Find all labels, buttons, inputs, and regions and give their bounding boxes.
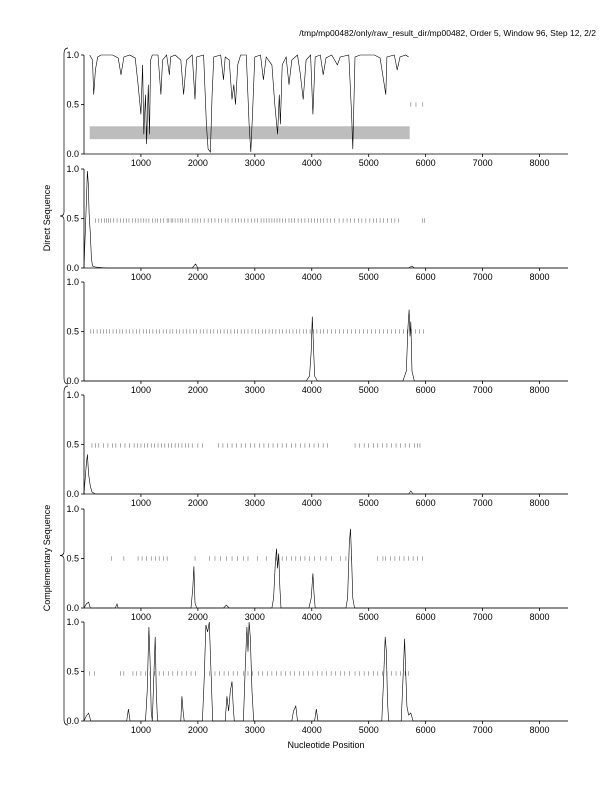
x-tick-label: 2000 — [187, 725, 208, 735]
x-tick-label: 7000 — [472, 272, 493, 282]
series-line — [84, 310, 568, 381]
x-tick-label: 2000 — [187, 498, 208, 508]
tick-marks — [111, 556, 422, 560]
panels — [66, 50, 568, 735]
x-tick-label: 3000 — [244, 385, 265, 395]
x-tick-label: 3000 — [244, 725, 265, 735]
x-tick-label: 2000 — [187, 272, 208, 282]
x-tick-label: 5000 — [358, 498, 379, 508]
x-tick-label: 1000 — [130, 385, 151, 395]
figure-header: /tmp/mp00482/only/raw_result_dir/mp00482, Order 5, Window 96, Step 12, 2/2 — [299, 28, 596, 38]
x-tick-label: 4000 — [301, 498, 322, 508]
x-tick-label: 4000 — [301, 725, 322, 735]
x-tick-label: 6000 — [415, 158, 436, 168]
y-tick-label: 0.0 — [66, 263, 79, 273]
panel-6 — [66, 617, 568, 735]
y-tick-label: 0.0 — [66, 716, 79, 726]
x-tick-label: 4000 — [301, 272, 322, 282]
x-tick-label: 1000 — [130, 158, 151, 168]
x-tick-label: 6000 — [415, 725, 436, 735]
x-tick-label: 7000 — [472, 612, 493, 622]
x-tick-label: 4000 — [301, 612, 322, 622]
y-tick-label: 1.0 — [66, 390, 79, 400]
tick-marks — [91, 329, 424, 333]
y-tick-label: 0.5 — [66, 666, 79, 677]
x-tick-label: 3000 — [244, 158, 265, 168]
x-tick-label: 4000 — [301, 158, 322, 168]
x-tick-label: 8000 — [529, 385, 550, 395]
panel-4 — [66, 390, 568, 508]
x-axis-label: Nucleotide Position — [287, 740, 365, 750]
direct-sequence-label: Direct Sequence — [42, 184, 52, 252]
tick-marks — [90, 671, 409, 675]
x-tick-label: 8000 — [529, 158, 550, 168]
y-tick-label: 1.0 — [66, 50, 79, 60]
series-line — [84, 529, 568, 608]
panel-1 — [66, 50, 568, 168]
x-tick-label: 1000 — [130, 498, 151, 508]
tick-marks — [92, 443, 420, 447]
x-tick-label: 4000 — [301, 385, 322, 395]
x-tick-label: 2000 — [187, 158, 208, 168]
y-tick-label: 0.0 — [66, 603, 79, 613]
y-tick-label: 1.0 — [66, 617, 79, 627]
y-tick-label: 1.0 — [66, 164, 79, 174]
tick-marks — [95, 218, 424, 222]
y-tick-label: 0.0 — [66, 149, 79, 159]
x-tick-label: 7000 — [472, 158, 493, 168]
x-tick-label: 6000 — [415, 498, 436, 508]
panel-3 — [66, 277, 568, 395]
x-tick-label: 3000 — [244, 612, 265, 622]
x-tick-label: 6000 — [415, 272, 436, 282]
x-tick-label: 2000 — [187, 385, 208, 395]
y-tick-label: 1.0 — [66, 277, 79, 287]
x-tick-label: 5000 — [358, 612, 379, 622]
y-tick-label: 0.5 — [66, 326, 79, 337]
x-tick-label: 5000 — [358, 725, 379, 735]
x-tick-label: 8000 — [529, 272, 550, 282]
panel-5 — [66, 504, 568, 622]
series-line — [84, 171, 568, 268]
x-tick-label: 8000 — [529, 498, 550, 508]
series-line — [84, 454, 568, 494]
tick-marks — [411, 102, 423, 106]
x-tick-label: 1000 — [130, 272, 151, 282]
y-tick-label: 0.5 — [66, 439, 79, 450]
y-tick-label: 0.5 — [66, 99, 79, 110]
x-tick-label: 5000 — [358, 385, 379, 395]
complementary-sequence-label: Complementary Sequence — [42, 504, 52, 612]
series-line — [84, 622, 568, 721]
x-tick-label: 3000 — [244, 272, 265, 282]
x-tick-label: 7000 — [472, 498, 493, 508]
x-tick-label: 7000 — [472, 385, 493, 395]
x-tick-label: 3000 — [244, 498, 265, 508]
y-tick-label: 1.0 — [66, 504, 79, 514]
x-tick-label: 1000 — [130, 612, 151, 622]
y-tick-label: 0.5 — [66, 553, 79, 564]
x-tick-label: 1000 — [130, 725, 151, 735]
y-tick-label: 0.0 — [66, 376, 79, 386]
panel-2 — [66, 164, 568, 282]
x-tick-label: 6000 — [415, 385, 436, 395]
x-tick-label: 5000 — [358, 272, 379, 282]
x-tick-label: 8000 — [529, 612, 550, 622]
y-tick-label: 0.0 — [66, 489, 79, 499]
x-tick-label: 5000 — [358, 158, 379, 168]
y-tick-label: 0.5 — [66, 213, 79, 224]
x-tick-label: 2000 — [187, 612, 208, 622]
x-tick-label: 6000 — [415, 612, 436, 622]
x-tick-label: 7000 — [472, 725, 493, 735]
x-tick-label: 8000 — [529, 725, 550, 735]
